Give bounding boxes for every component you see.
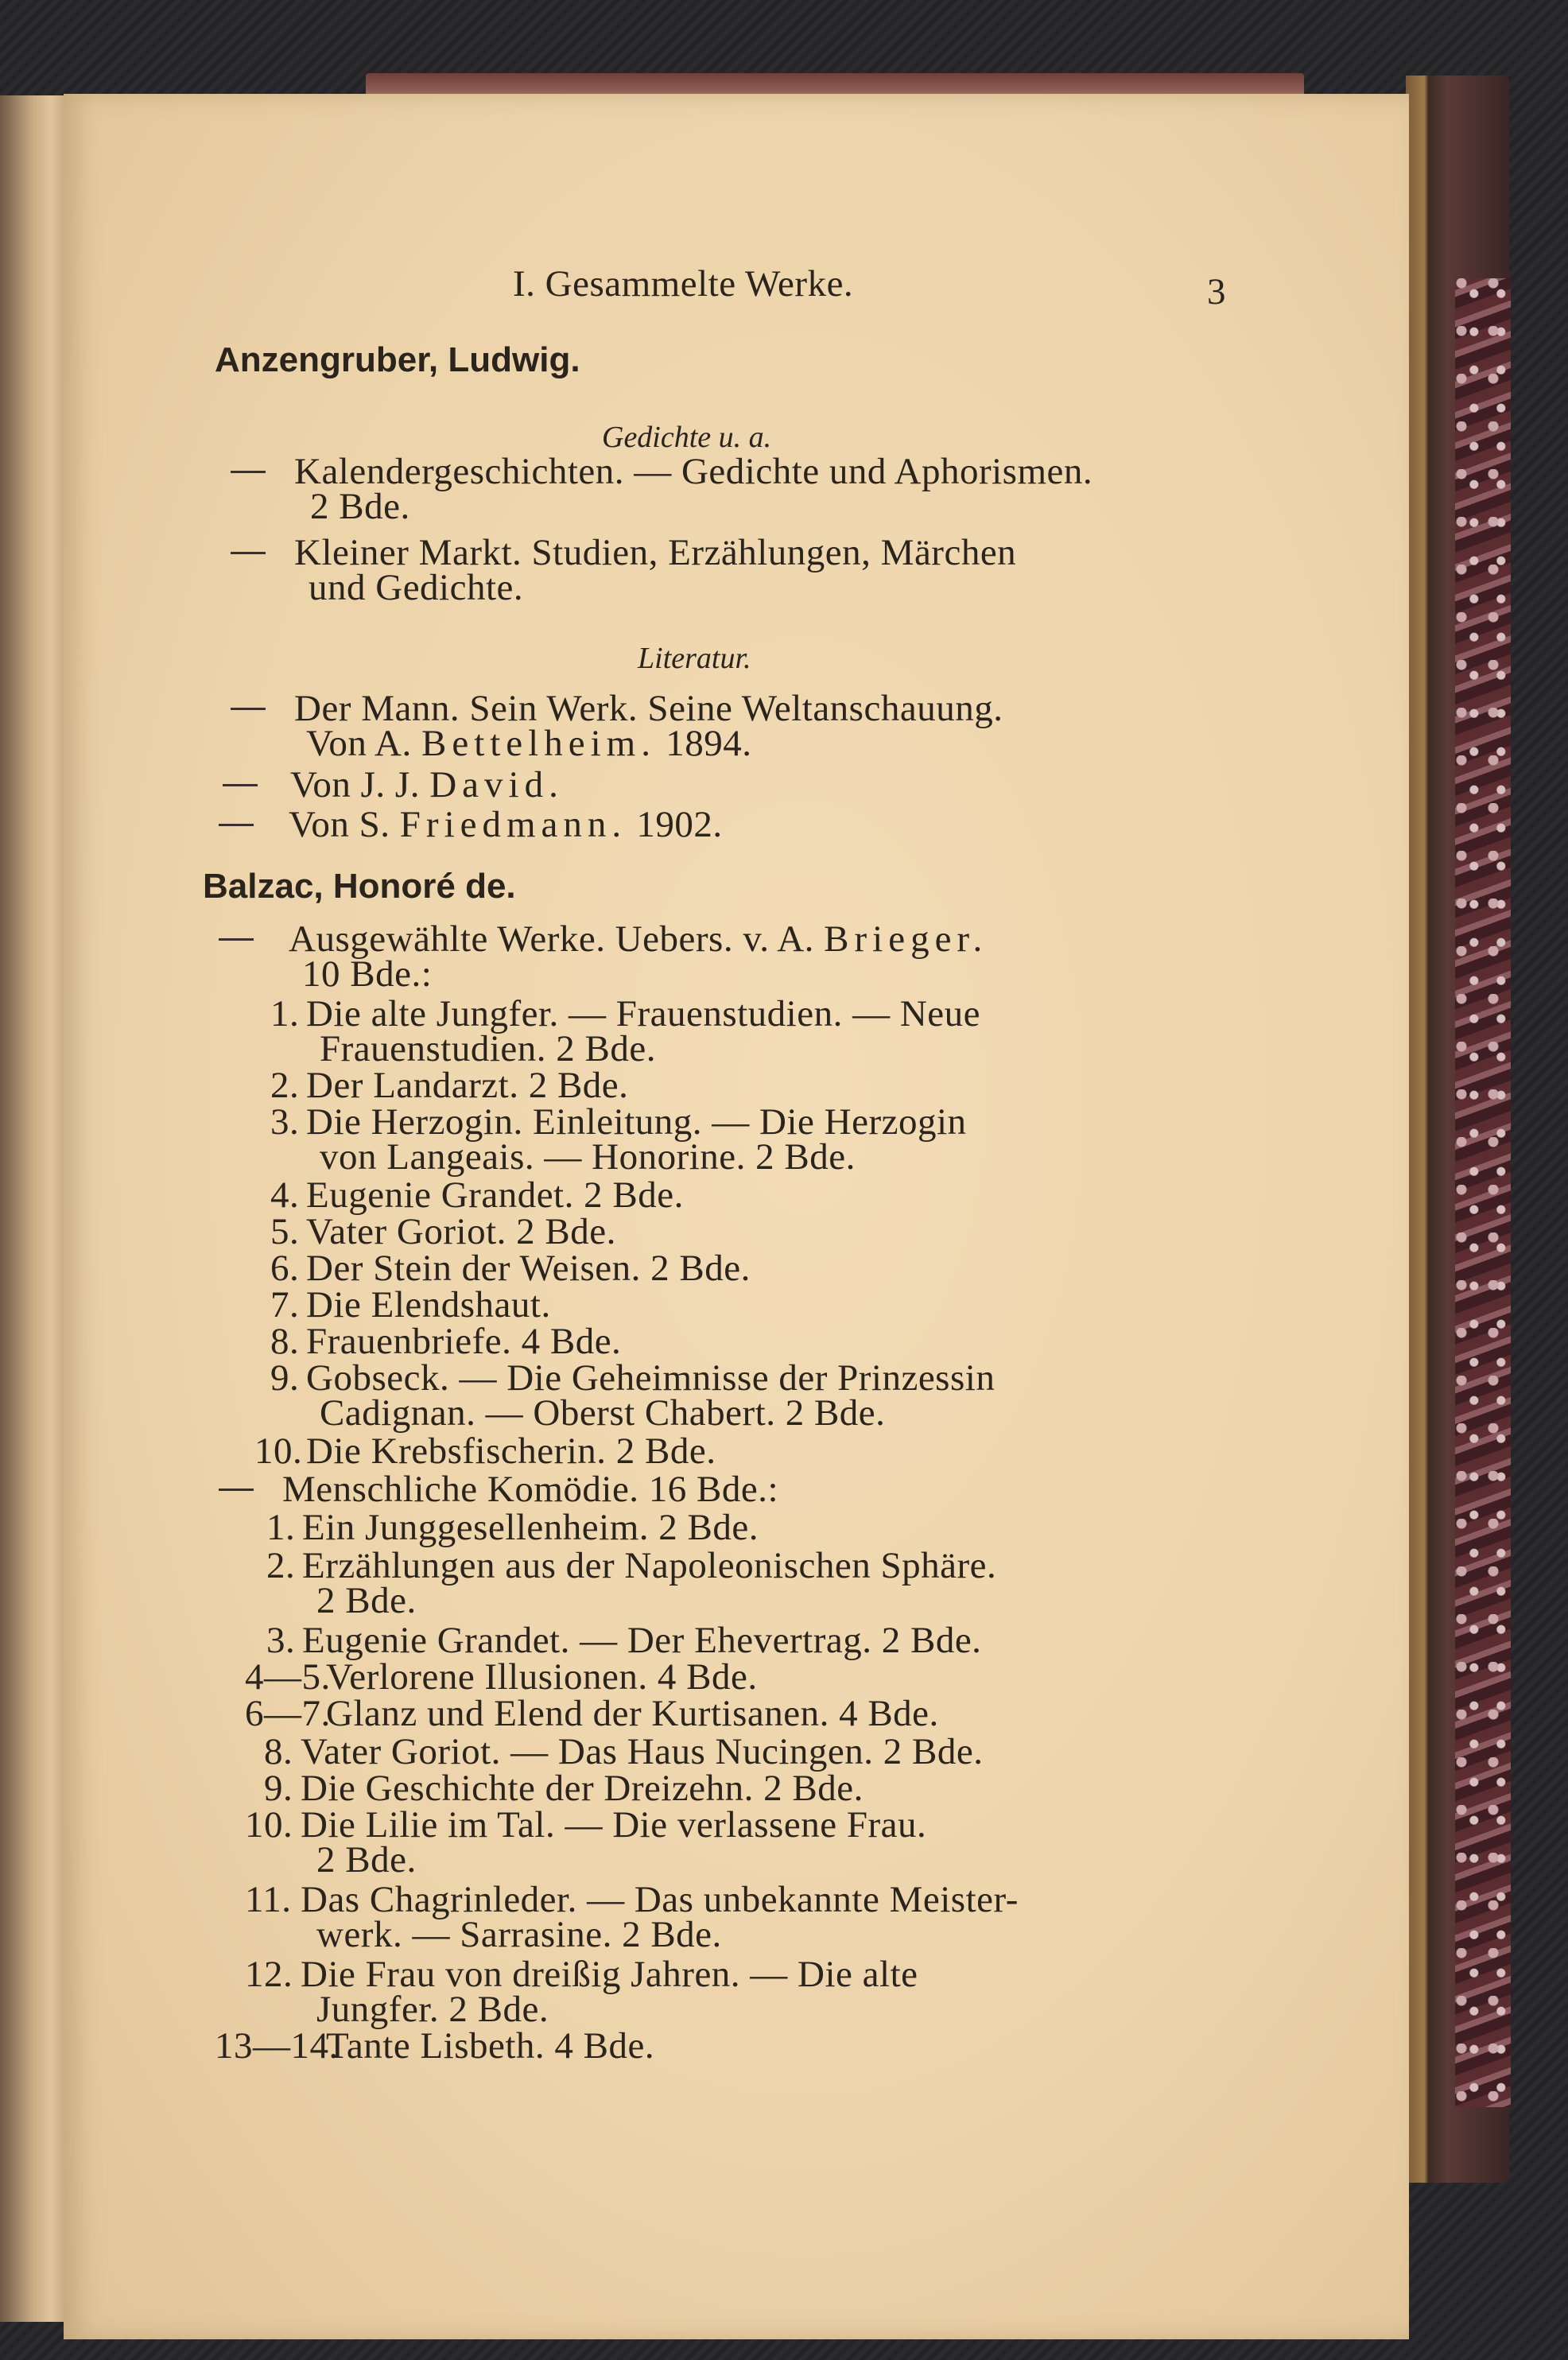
list-item-number: 6—7. <box>245 1693 331 1734</box>
running-head: I. Gesammelte Werke. <box>513 263 854 305</box>
list-item: Ein Junggesellenheim. 2 Bde. <box>302 1507 759 1548</box>
list-item-number: 8. <box>264 1731 293 1772</box>
list-item-cont: Cadignan. — Oberst Chabert. 2 Bde. <box>320 1392 886 1434</box>
entry-dash <box>219 938 254 941</box>
entry-der-mann-year: 1894. <box>666 723 752 764</box>
left-page-edge <box>0 95 73 2322</box>
list-item: Eugenie Grandet. 2 Bde. <box>306 1174 684 1216</box>
entry-dash <box>223 784 258 786</box>
list-item-cont: Frauenstudien. 2 Bde. <box>320 1028 656 1069</box>
entry-kalendergeschichten-cont: 2 Bde. <box>310 486 410 527</box>
list-item-number: 13—14. <box>215 2025 339 2067</box>
list-item: Die Lilie im Tal. — Die verlassene Frau. <box>301 1804 927 1846</box>
list-item-number: 2. <box>270 1065 300 1106</box>
entry-dash <box>231 708 266 710</box>
list-item-cont: 2 Bde. <box>316 1839 417 1881</box>
list-item-number: 10. <box>245 1804 293 1846</box>
entry-david-von: Von J. J. <box>290 764 420 805</box>
list-item-number: 4—5. <box>245 1656 331 1698</box>
author-name-david: David. <box>429 764 564 805</box>
entry-kleiner-markt: Kleiner Markt. Studien, Erzählungen, Märchen <box>294 532 1017 573</box>
entry-der-mann-von: Von A. <box>306 723 412 764</box>
entry-dash <box>219 824 254 826</box>
list-item-number: 12. <box>245 1954 293 1995</box>
list-item: Die Krebsfischerin. 2 Bde. <box>306 1430 716 1472</box>
list-item: Gobseck. — Die Geheimnisse der Prinzessin <box>306 1357 996 1399</box>
list-item: Die alte Jungfer. — Frauenstudien. — Neue <box>306 993 981 1034</box>
translator-name-brieger: Brieger. <box>824 918 988 960</box>
book-page <box>64 94 1409 2339</box>
list-item-number: 9. <box>264 1768 293 1809</box>
entry-dash <box>219 1489 254 1491</box>
list-item: Die Herzogin. Einleitung. — Die Herzogin <box>306 1101 967 1143</box>
list-item: Eugenie Grandet. — Der Ehevertrag. 2 Bde. <box>302 1620 982 1661</box>
entry-menschliche-komoedie: Menschliche Komödie. 16 Bde.: <box>282 1469 779 1510</box>
list-item-cont: von Langeais. — Honorine. 2 Bde. <box>320 1136 856 1178</box>
list-item-number: 2. <box>266 1545 296 1586</box>
list-item: Glanz und Elend der Kurtisanen. 4 Bde. <box>326 1693 939 1734</box>
entry-der-mann: Der Mann. Sein Werk. Seine Weltanschauung. <box>294 688 1003 729</box>
author-name-bettelheim: Bettelheim. <box>421 723 656 764</box>
list-item-number: 9. <box>270 1357 300 1399</box>
author-heading-balzac: Balzac, Honoré de. <box>203 867 516 906</box>
entry-der-mann-cont <box>306 722 751 765</box>
page-number: 3 <box>1207 271 1226 312</box>
list-item: Das Chagrinleder. — Das unbekannte Meister- <box>301 1879 1019 1920</box>
list-item: Erzählungen aus der Napoleonischen Sphäre. <box>302 1545 997 1586</box>
section-title-literatur: Literatur. <box>638 642 751 675</box>
list-item: Tante Lisbeth. 4 Bde. <box>326 2025 655 2067</box>
list-item-number: 4. <box>270 1174 300 1216</box>
list-item-number: 7. <box>270 1284 300 1326</box>
section-title-gedichte: Gedichte u. a. <box>602 421 772 454</box>
entry-friedmann-year: 1902. <box>636 804 723 845</box>
list-item-number: 1. <box>266 1507 296 1548</box>
marbled-page-edge <box>1455 278 1511 2107</box>
author-name-friedmann: Friedmann. <box>399 804 627 845</box>
list-item: Der Stein der Weisen. 2 Bde. <box>306 1248 751 1289</box>
entry-kleiner-markt-cont: und Gedichte. <box>309 567 524 608</box>
list-item-cont: Jungfer. 2 Bde. <box>316 1989 549 2030</box>
entry-friedmann <box>289 803 723 846</box>
list-item-cont: werk. — Sarrasine. 2 Bde. <box>316 1914 722 1955</box>
list-item: Der Landarzt. 2 Bde. <box>306 1065 629 1106</box>
list-item-number: 6. <box>270 1248 300 1289</box>
list-item-number: 3. <box>266 1620 296 1661</box>
list-item: Die Geschichte der Dreizehn. 2 Bde. <box>301 1768 864 1809</box>
list-item-number: 11. <box>245 1879 292 1920</box>
list-item-number: 10. <box>254 1430 303 1472</box>
list-item: Verlorene Illusionen. 4 Bde. <box>326 1656 758 1698</box>
entry-ausgewaehlte-werke-title: Ausgewählte Werke. Uebers. v. A. <box>289 918 814 960</box>
entry-friedmann-von: Von S. <box>289 804 390 845</box>
list-item-number: 3. <box>270 1101 300 1143</box>
list-item: Die Frau von dreißig Jahren. — Die alte <box>301 1954 918 1995</box>
entry-dash <box>231 552 266 554</box>
entry-kalendergeschichten: Kalendergeschichten. — Gedichte und Aphorismen. <box>294 451 1093 492</box>
entry-david <box>290 763 564 806</box>
list-item-number: 1. <box>270 993 300 1034</box>
list-item-number: 5. <box>270 1211 300 1252</box>
entry-ausgewaehlte-werke-count: 10 Bde.: <box>302 953 433 995</box>
list-item: Vater Goriot. 2 Bde. <box>306 1211 616 1252</box>
list-item: Vater Goriot. — Das Haus Nucingen. 2 Bde. <box>301 1731 984 1772</box>
list-item-number: 8. <box>270 1321 300 1362</box>
author-heading-anzengruber: Anzengruber, Ludwig. <box>215 340 580 379</box>
list-item: Die Elendshaut. <box>306 1284 551 1326</box>
list-item: Frauenbriefe. 4 Bde. <box>306 1321 622 1362</box>
entry-dash <box>231 471 266 473</box>
list-item-cont: 2 Bde. <box>316 1580 417 1621</box>
